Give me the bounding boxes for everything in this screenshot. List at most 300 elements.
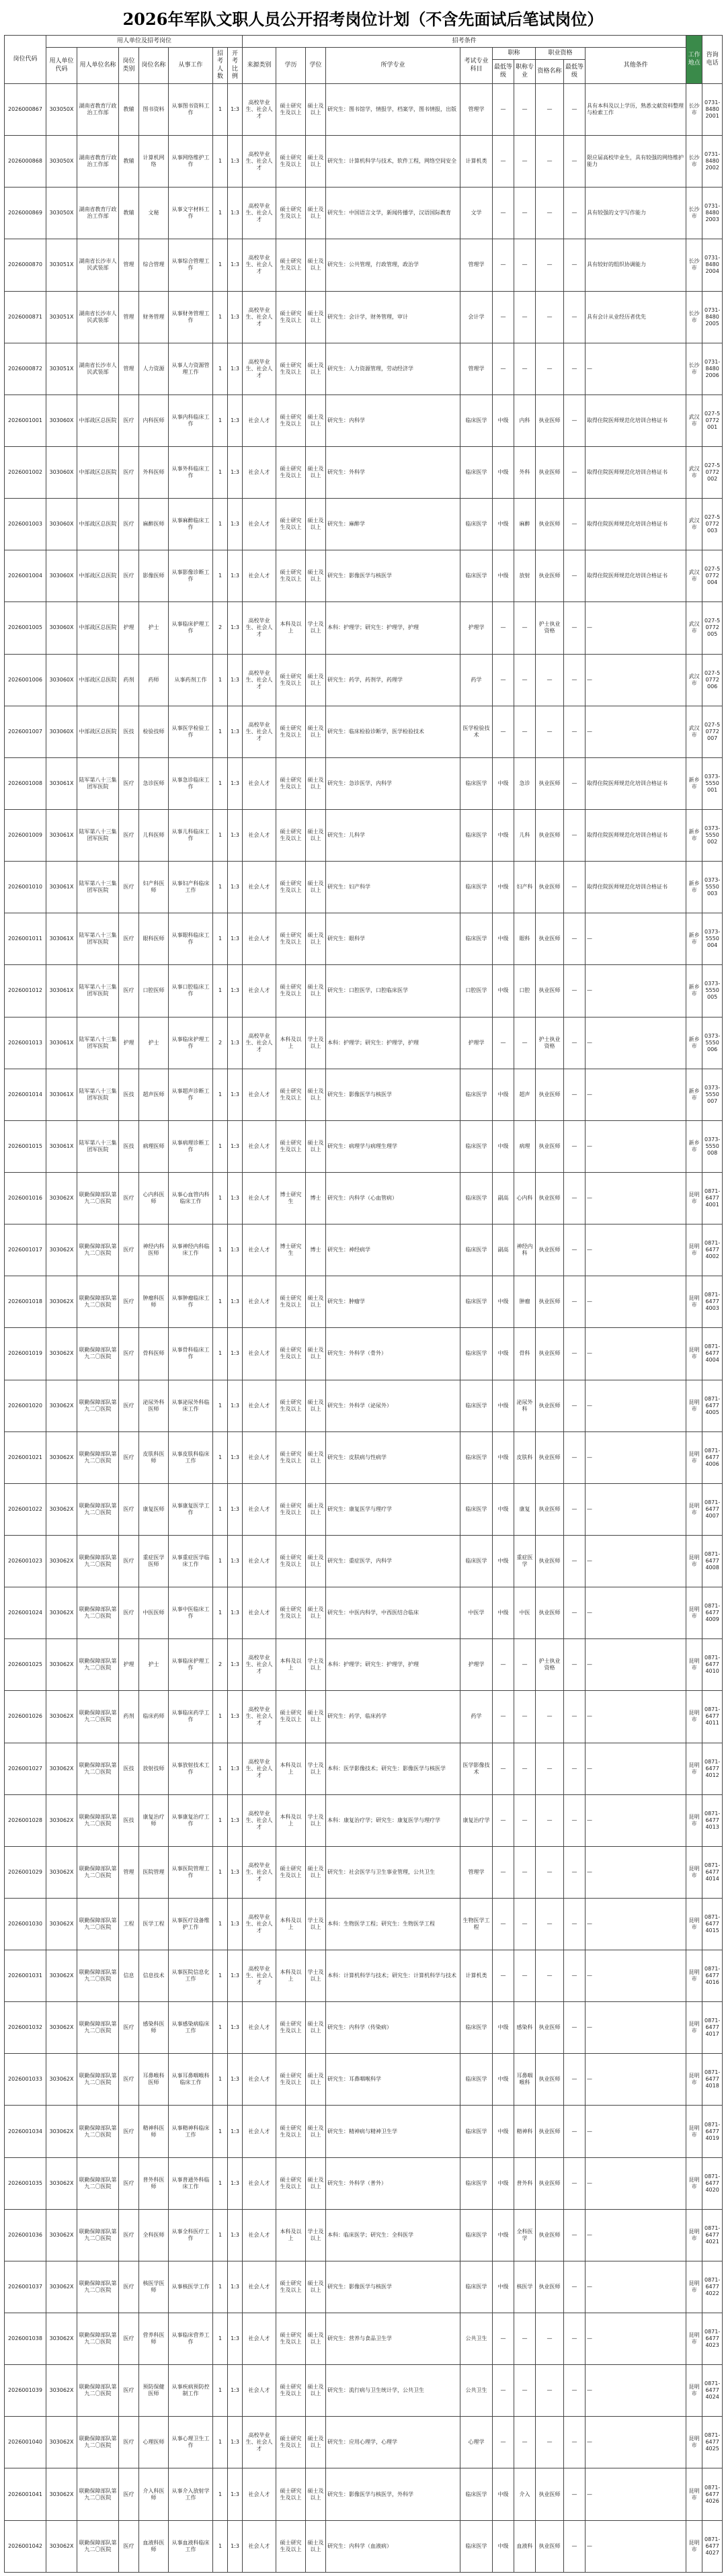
cell-exam-subject: 临床医学 xyxy=(460,1224,493,1276)
cell-source: 高校毕业生、社会人才 xyxy=(243,1846,276,1898)
cell-employer-code: 303060X xyxy=(46,602,77,654)
cell-work-content: 从事皮肤科临床工作 xyxy=(169,1431,213,1483)
cell-source: 高校毕业生、社会人才 xyxy=(243,136,276,188)
cell-ratio: 1:3 xyxy=(228,1743,243,1794)
cell-post-name: 营养科医师 xyxy=(139,2313,169,2365)
cell-qual-name: — xyxy=(536,84,564,136)
cell-post-count: 1 xyxy=(213,862,228,913)
cell-other: — xyxy=(586,965,686,1017)
cell-location: 昆明市 xyxy=(686,1535,702,1587)
cell-post-name: 医学工程 xyxy=(139,1898,169,1950)
cell-source: 社会人才 xyxy=(243,1276,276,1328)
cell-post-name: 重症医学医师 xyxy=(139,1535,169,1587)
cell-post-code: 2026001031 xyxy=(5,1950,46,2002)
cell-work-content: 从事综合管理工作 xyxy=(169,239,213,291)
cell-title-level: 中级 xyxy=(493,1328,514,1380)
cell-dept: 管理 xyxy=(119,343,139,394)
cell-source: 社会人才 xyxy=(243,1224,276,1276)
cell-location: 武汉市 xyxy=(686,446,702,498)
cell-post-count: 1 xyxy=(213,2417,228,2468)
cell-location: 昆明市 xyxy=(686,1380,702,1431)
header-major: 所学专业 xyxy=(326,48,460,84)
cell-major: 研究生：康复医学与理疗学 xyxy=(326,1483,460,1535)
cell-location: 昆明市 xyxy=(686,2157,702,2209)
cell-work-content: 从事财务管理工作 xyxy=(169,291,213,343)
cell-title-major: — xyxy=(514,188,536,239)
cell-work-content: 从事口腔临床工作 xyxy=(169,965,213,1017)
table-row xyxy=(5,1898,723,1950)
cell-employer-name: 中部战区总医院 xyxy=(77,654,119,706)
cell-phone: 0871-64774023 xyxy=(702,2313,723,2365)
recruitment-plan-table xyxy=(4,35,723,2573)
cell-qual-level: — xyxy=(564,862,586,913)
header-degree: 学位 xyxy=(306,48,326,84)
cell-post-name: 影像医师 xyxy=(139,550,169,602)
cell-employer-name: 联勤保障部队第九二〇医院 xyxy=(77,1794,119,1846)
cell-ratio: 1:3 xyxy=(228,965,243,1017)
cell-source: 高校毕业生、社会人才 xyxy=(243,84,276,136)
cell-post-name: 超声医师 xyxy=(139,1069,169,1120)
cell-work-content: 从事人力资源管理工作 xyxy=(169,343,213,394)
cell-other: — xyxy=(586,2157,686,2209)
cell-degree: 硕士及以上 xyxy=(306,2261,326,2313)
cell-employer-name: 湖南省长沙市人民武装部 xyxy=(77,343,119,394)
table-row xyxy=(5,550,723,602)
cell-title-level: 中级 xyxy=(493,2261,514,2313)
cell-employer-name: 陆军第八十三集团军医院 xyxy=(77,1120,119,1172)
cell-employer-code: 303062X xyxy=(46,1172,77,1224)
cell-qual-level: — xyxy=(564,706,586,757)
cell-qual-level: — xyxy=(564,1380,586,1431)
cell-employer-code: 303062X xyxy=(46,2157,77,2209)
cell-education: 硕士研究生及以上 xyxy=(276,2365,306,2417)
cell-exam-subject: 临床医学 xyxy=(460,2468,493,2520)
cell-qual-name: — xyxy=(536,1794,564,1846)
cell-dept: 工程 xyxy=(119,1898,139,1950)
cell-education: 硕士研究生及以上 xyxy=(276,1535,306,1587)
cell-phone: 0731-84802004 xyxy=(702,239,723,291)
cell-ratio: 1:3 xyxy=(228,2520,243,2572)
cell-post-name: 临床药师 xyxy=(139,1691,169,1743)
cell-title-level: 副高 xyxy=(493,1172,514,1224)
cell-post-name: 护士 xyxy=(139,1639,169,1691)
cell-work-content: 从事全科医疗工作 xyxy=(169,2209,213,2261)
cell-title-level: 中级 xyxy=(493,1380,514,1431)
table-row xyxy=(5,1587,723,1639)
cell-ratio: 1:3 xyxy=(228,1483,243,1535)
cell-title-level: — xyxy=(493,706,514,757)
cell-qual-level: — xyxy=(564,2520,586,2572)
cell-post-code: 2026001022 xyxy=(5,1483,46,1535)
cell-post-name: 综合管理 xyxy=(139,239,169,291)
cell-other: — xyxy=(586,1017,686,1069)
cell-ratio: 1:3 xyxy=(228,394,243,446)
cell-post-name: 康复治疗师 xyxy=(139,1794,169,1846)
cell-other: 取得住院医师规范化培训合格证书 xyxy=(586,499,686,550)
table-row xyxy=(5,1950,723,2002)
cell-employer-name: 联勤保障部队第九二〇医院 xyxy=(77,2365,119,2417)
table-row xyxy=(5,1276,723,1328)
cell-education: 硕士研究生及以上 xyxy=(276,965,306,1017)
cell-degree: 学士及以上 xyxy=(306,1950,326,2002)
cell-post-code: 2026001001 xyxy=(5,394,46,446)
cell-major: 本科：康复治疗学；研究生：康复医学与理疗学 xyxy=(326,1794,460,1846)
cell-post-code: 2026001006 xyxy=(5,654,46,706)
cell-work-content: 从事麻醉临床工作 xyxy=(169,499,213,550)
cell-post-name: 妇产科医师 xyxy=(139,862,169,913)
cell-major: 研究生：人力资源管理，劳动经济学 xyxy=(326,343,460,394)
cell-major: 研究生：图书馆学，情报学，档案学，图书情报，出版 xyxy=(326,84,460,136)
cell-post-count: 1 xyxy=(213,2468,228,2520)
cell-location: 长沙市 xyxy=(686,136,702,188)
cell-qual-name: 执业医师 xyxy=(536,1328,564,1380)
cell-employer-name: 陆军第八十三集团军医院 xyxy=(77,757,119,809)
cell-degree: 硕士及以上 xyxy=(306,1483,326,1535)
cell-major: 本科：临床医学；研究生：全科医学 xyxy=(326,2209,460,2261)
cell-other: — xyxy=(586,1120,686,1172)
cell-source: 高校毕业生、社会人才 xyxy=(243,2417,276,2468)
cell-qual-level: — xyxy=(564,239,586,291)
cell-dept: 医疗 xyxy=(119,394,139,446)
cell-ratio: 1:3 xyxy=(228,1535,243,1587)
cell-work-content: 从事儿科临床工作 xyxy=(169,809,213,861)
cell-qual-name: 护士执业资格 xyxy=(536,1017,564,1069)
cell-location: 昆明市 xyxy=(686,1639,702,1691)
cell-post-name: 精神科医师 xyxy=(139,2106,169,2157)
cell-source: 社会人才 xyxy=(243,809,276,861)
cell-post-count: 1 xyxy=(213,499,228,550)
cell-phone: 0871-64774020 xyxy=(702,2157,723,2209)
cell-title-major: 康复 xyxy=(514,1483,536,1535)
cell-other: — xyxy=(586,1224,686,1276)
table-row xyxy=(5,2365,723,2417)
cell-source: 社会人才 xyxy=(243,2365,276,2417)
cell-exam-subject: 管理学 xyxy=(460,343,493,394)
cell-exam-subject: 文学 xyxy=(460,188,493,239)
cell-title-level: — xyxy=(493,136,514,188)
header-ratio: 开考比例 xyxy=(228,48,243,84)
cell-post-name: 全科医师 xyxy=(139,2209,169,2261)
cell-employer-code: 303062X xyxy=(46,2002,77,2054)
cell-post-code: 2026001009 xyxy=(5,809,46,861)
cell-qual-level: — xyxy=(564,84,586,136)
cell-major: 研究生：临床检验诊断学，医学检验技术 xyxy=(326,706,460,757)
table-row xyxy=(5,2417,723,2468)
cell-post-name: 骨科医师 xyxy=(139,1328,169,1380)
cell-major: 研究生：社会医学与卫生事业管理，公共卫生 xyxy=(326,1846,460,1898)
cell-work-content: 从事感染病临床工作 xyxy=(169,2002,213,2054)
cell-title-level: — xyxy=(493,654,514,706)
cell-title-major: 妇产科 xyxy=(514,862,536,913)
cell-degree: 学士及以上 xyxy=(306,1794,326,1846)
cell-post-count: 1 xyxy=(213,2002,228,2054)
cell-phone: 0731-84802005 xyxy=(702,291,723,343)
cell-post-code: 2026001026 xyxy=(5,1691,46,1743)
cell-post-count: 1 xyxy=(213,2157,228,2209)
cell-source: 社会人才 xyxy=(243,1328,276,1380)
cell-other: — xyxy=(586,1172,686,1224)
cell-location: 长沙市 xyxy=(686,239,702,291)
cell-post-name: 药师 xyxy=(139,654,169,706)
cell-title-level: 中级 xyxy=(493,757,514,809)
cell-title-major: — xyxy=(514,343,536,394)
cell-post-name: 介入科医师 xyxy=(139,2468,169,2520)
cell-major: 本科：医学影像技术；研究生：影像医学与核医学 xyxy=(326,1743,460,1794)
cell-source: 社会人才 xyxy=(243,913,276,965)
cell-qual-name: 执业医师 xyxy=(536,2054,564,2106)
cell-post-count: 1 xyxy=(213,446,228,498)
cell-post-code: 2026000872 xyxy=(5,343,46,394)
cell-title-major: 肿瘤 xyxy=(514,1276,536,1328)
cell-title-major: — xyxy=(514,1743,536,1794)
cell-degree: 硕士及以上 xyxy=(306,965,326,1017)
cell-employer-name: 联勤保障部队第九二〇医院 xyxy=(77,1743,119,1794)
table-row xyxy=(5,2313,723,2365)
cell-major: 研究生：重症医学，内科学 xyxy=(326,1535,460,1587)
cell-other: — xyxy=(586,1846,686,1898)
cell-education: 博士研究生 xyxy=(276,1172,306,1224)
cell-source: 社会人才 xyxy=(243,2520,276,2572)
cell-qual-level: — xyxy=(564,291,586,343)
cell-work-content: 从事超声诊断工作 xyxy=(169,1069,213,1120)
cell-title-level: 中级 xyxy=(493,2106,514,2157)
cell-post-count: 1 xyxy=(213,1535,228,1587)
cell-other: — xyxy=(586,1950,686,2002)
cell-dept: 医疗 xyxy=(119,446,139,498)
cell-work-content: 从事医院管理工作 xyxy=(169,1846,213,1898)
cell-dept: 药剂 xyxy=(119,1691,139,1743)
cell-post-code: 2026001011 xyxy=(5,913,46,965)
cell-source: 社会人才 xyxy=(243,1380,276,1431)
cell-post-count: 1 xyxy=(213,913,228,965)
cell-major: 本科：护理学；研究生：护理学，护理 xyxy=(326,1017,460,1069)
cell-post-count: 1 xyxy=(213,2520,228,2572)
cell-post-count: 1 xyxy=(213,84,228,136)
cell-other: 限应届高校毕业生，具有较强的网络维护能力 xyxy=(586,136,686,188)
cell-title-major: 神经内科 xyxy=(514,1224,536,1276)
cell-qual-name: 执业医师 xyxy=(536,2002,564,2054)
cell-phone: 027-50772002 xyxy=(702,446,723,498)
cell-education: 硕士研究生及以上 xyxy=(276,913,306,965)
cell-work-content: 从事药剂工作 xyxy=(169,654,213,706)
cell-location: 武汉市 xyxy=(686,706,702,757)
cell-employer-code: 303062X xyxy=(46,2106,77,2157)
cell-other: — xyxy=(586,2106,686,2157)
cell-ratio: 1:3 xyxy=(228,188,243,239)
cell-degree: 硕士及以上 xyxy=(306,499,326,550)
cell-employer-name: 联勤保障部队第九二〇医院 xyxy=(77,1172,119,1224)
table-row xyxy=(5,2157,723,2209)
cell-title-level: — xyxy=(493,1743,514,1794)
cell-ratio: 1:3 xyxy=(228,2002,243,2054)
cell-dept: 信息 xyxy=(119,1950,139,2002)
cell-employer-name: 联勤保障部队第九二〇医院 xyxy=(77,2157,119,2209)
cell-title-level: 中级 xyxy=(493,1069,514,1120)
cell-qual-name: 执业医师 xyxy=(536,1431,564,1483)
cell-dept: 医疗 xyxy=(119,1587,139,1639)
cell-title-level: 中级 xyxy=(493,2002,514,2054)
cell-qual-name: — xyxy=(536,291,564,343)
cell-degree: 博士 xyxy=(306,1172,326,1224)
cell-post-code: 2026001037 xyxy=(5,2261,46,2313)
cell-major: 研究生：影像医学与核医学 xyxy=(326,550,460,602)
cell-other: — xyxy=(586,1276,686,1328)
cell-title-level: 中级 xyxy=(493,1431,514,1483)
table-row xyxy=(5,809,723,861)
cell-work-content: 从事病理诊断工作 xyxy=(169,1120,213,1172)
cell-major: 研究生：中国语言文学，新闻传播学，汉语国际教育 xyxy=(326,188,460,239)
cell-employer-code: 303062X xyxy=(46,1691,77,1743)
cell-other: — xyxy=(586,2365,686,2417)
cell-ratio: 1:3 xyxy=(228,1224,243,1276)
cell-qual-name: 执业医师 xyxy=(536,809,564,861)
cell-source: 社会人才 xyxy=(243,394,276,446)
cell-location: 昆明市 xyxy=(686,1950,702,2002)
cell-ratio: 1:3 xyxy=(228,1120,243,1172)
cell-qual-name: 执业医师 xyxy=(536,1172,564,1224)
cell-dept: 管理 xyxy=(119,239,139,291)
cell-title-major: 感染科 xyxy=(514,2002,536,2054)
cell-source: 社会人才 xyxy=(243,1120,276,1172)
cell-major: 研究生：急诊医学，内科学 xyxy=(326,757,460,809)
cell-post-count: 1 xyxy=(213,1587,228,1639)
cell-education: 硕士研究生及以上 xyxy=(276,706,306,757)
cell-employer-name: 陆军第八十三集团军医院 xyxy=(77,862,119,913)
cell-employer-code: 303062X xyxy=(46,2261,77,2313)
cell-title-major: — xyxy=(514,654,536,706)
cell-post-name: 耳鼻喉科医师 xyxy=(139,2054,169,2106)
header-dept: 岗位类别 xyxy=(119,48,139,84)
cell-title-major: — xyxy=(514,1017,536,1069)
cell-major: 本科：计算机科学与技术；研究生：计算机科学与技术 xyxy=(326,1950,460,2002)
cell-qual-name: — xyxy=(536,1846,564,1898)
cell-title-level: — xyxy=(493,1846,514,1898)
cell-title-major: 耳鼻咽喉科 xyxy=(514,2054,536,2106)
cell-phone: 0373-5550006 xyxy=(702,1017,723,1069)
cell-exam-subject: 临床医学 xyxy=(460,394,493,446)
cell-dept: 管理 xyxy=(119,291,139,343)
cell-title-major: — xyxy=(514,1898,536,1950)
cell-employer-code: 303062X xyxy=(46,1276,77,1328)
cell-other: — xyxy=(586,706,686,757)
cell-employer-name: 中部战区总医院 xyxy=(77,706,119,757)
table-row xyxy=(5,1172,723,1224)
cell-ratio: 1:3 xyxy=(228,757,243,809)
cell-ratio: 1:3 xyxy=(228,2468,243,2520)
cell-ratio: 1:3 xyxy=(228,1639,243,1691)
cell-dept: 医技 xyxy=(119,1794,139,1846)
cell-education: 硕士研究生及以上 xyxy=(276,2054,306,2106)
cell-ratio: 1:3 xyxy=(228,2157,243,2209)
cell-title-major: 眼科 xyxy=(514,913,536,965)
cell-qual-level: — xyxy=(564,965,586,1017)
cell-employer-name: 联勤保障部队第九二〇医院 xyxy=(77,1691,119,1743)
header-post-name: 岗位名称 xyxy=(139,48,169,84)
cell-employer-code: 303062X xyxy=(46,1224,77,1276)
cell-dept: 管理 xyxy=(119,1846,139,1898)
cell-title-major: 皮肤科 xyxy=(514,1431,536,1483)
cell-exam-subject: 临床医学 xyxy=(460,913,493,965)
cell-title-level: — xyxy=(493,188,514,239)
cell-other: — xyxy=(586,343,686,394)
cell-title-level: 中级 xyxy=(493,394,514,446)
cell-title-level: 中级 xyxy=(493,1276,514,1328)
cell-other: — xyxy=(586,1431,686,1483)
cell-qual-name: 执业医师 xyxy=(536,2520,564,2572)
cell-education: 硕士研究生及以上 xyxy=(276,654,306,706)
cell-post-count: 1 xyxy=(213,757,228,809)
cell-qual-name: — xyxy=(536,2417,564,2468)
cell-exam-subject: 临床医学 xyxy=(460,2157,493,2209)
cell-post-count: 1 xyxy=(213,1794,228,1846)
cell-post-name: 急诊医师 xyxy=(139,757,169,809)
cell-education: 硕士研究生及以上 xyxy=(276,84,306,136)
cell-title-level: — xyxy=(493,343,514,394)
cell-location: 昆明市 xyxy=(686,2313,702,2365)
cell-exam-subject: 临床医学 xyxy=(460,809,493,861)
cell-other: — xyxy=(586,2468,686,2520)
cell-work-content: 从事疾病预防控制工作 xyxy=(169,2365,213,2417)
cell-title-major: — xyxy=(514,1846,536,1898)
cell-phone: 0871-64774021 xyxy=(702,2209,723,2261)
cell-title-major: 麻醉 xyxy=(514,499,536,550)
cell-major: 本科：护理学；研究生：护理学，护理 xyxy=(326,602,460,654)
cell-education: 硕士研究生及以上 xyxy=(276,1431,306,1483)
cell-title-level: 中级 xyxy=(493,965,514,1017)
cell-employer-code: 303062X xyxy=(46,1587,77,1639)
cell-post-name: 神经内科医师 xyxy=(139,1224,169,1276)
cell-education: 本科及以上 xyxy=(276,1898,306,1950)
cell-qual-level: — xyxy=(564,1431,586,1483)
cell-title-level: — xyxy=(493,84,514,136)
cell-other: — xyxy=(586,1535,686,1587)
cell-work-content: 从事血液科临床工作 xyxy=(169,2520,213,2572)
cell-title-level: — xyxy=(493,1898,514,1950)
cell-location: 长沙市 xyxy=(686,188,702,239)
cell-phone: 0871-64774016 xyxy=(702,1950,723,2002)
cell-degree: 硕士及以上 xyxy=(306,2365,326,2417)
cell-degree: 硕士及以上 xyxy=(306,654,326,706)
cell-work-content: 从事医院信息化工作 xyxy=(169,1950,213,2002)
cell-ratio: 1:3 xyxy=(228,1328,243,1380)
cell-degree: 硕士及以上 xyxy=(306,862,326,913)
cell-qual-name: 执业医师 xyxy=(536,1120,564,1172)
header-employer-group: 用人单位及招考岗位 xyxy=(46,36,243,48)
cell-qual-level: — xyxy=(564,2417,586,2468)
cell-source: 社会人才 xyxy=(243,499,276,550)
cell-dept: 医疗 xyxy=(119,2209,139,2261)
cell-phone: 0373-5550004 xyxy=(702,913,723,965)
cell-qual-name: 执业医师 xyxy=(536,1224,564,1276)
cell-post-count: 2 xyxy=(213,602,228,654)
cell-degree: 硕士及以上 xyxy=(306,2054,326,2106)
cell-phone: 0731-84802006 xyxy=(702,343,723,394)
cell-source: 高校毕业生、社会人才 xyxy=(243,1950,276,2002)
cell-location: 昆明市 xyxy=(686,1743,702,1794)
cell-major: 研究生：眼科学 xyxy=(326,913,460,965)
cell-employer-code: 303062X xyxy=(46,1846,77,1898)
cell-post-count: 1 xyxy=(213,1276,228,1328)
cell-title-major: 放射 xyxy=(514,550,536,602)
cell-phone: 0871-64774007 xyxy=(702,1483,723,1535)
cell-dept: 医疗 xyxy=(119,2261,139,2313)
cell-title-level: 中级 xyxy=(493,2468,514,2520)
header-education: 学历 xyxy=(276,48,306,84)
cell-post-count: 1 xyxy=(213,1224,228,1276)
cell-source: 社会人才 xyxy=(243,2054,276,2106)
cell-ratio: 1:3 xyxy=(228,2365,243,2417)
cell-qual-level: — xyxy=(564,550,586,602)
